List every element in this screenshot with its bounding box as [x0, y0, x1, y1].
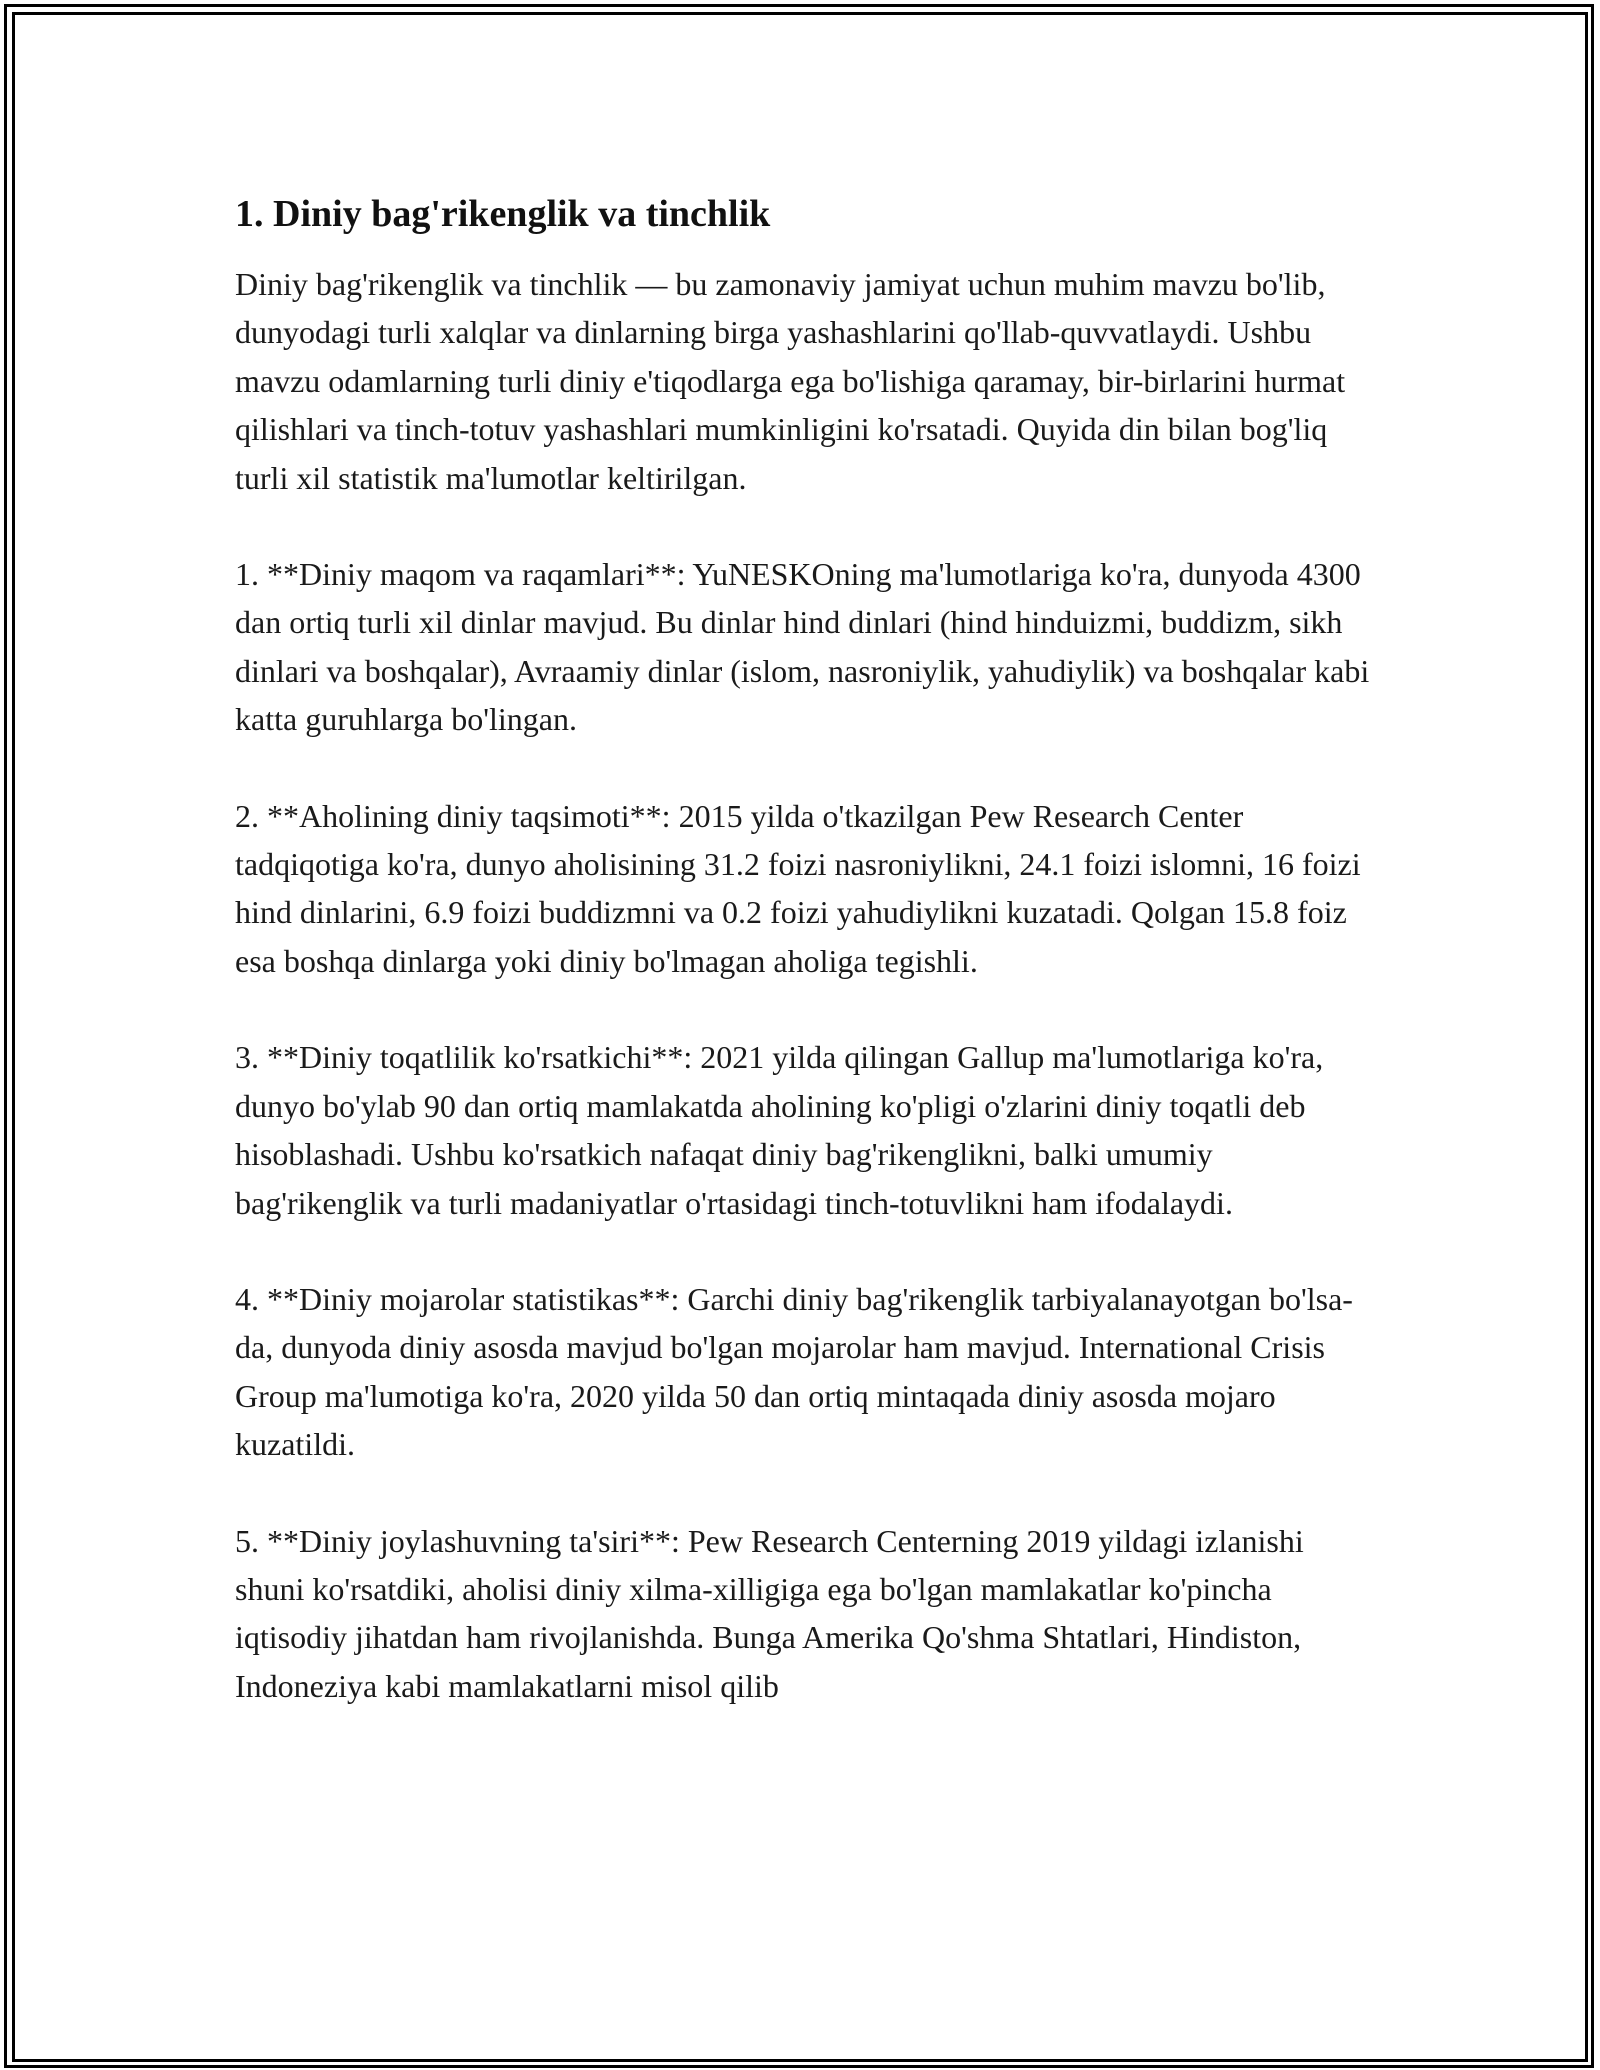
list-item-3-paragraph: 3. **Diniy toqatlilik ko'rsatkichi**: 2021 yilda qilingan Gallup ma'lumotlariga ko'ra, dunyo bo'ylab 90 dan ortiq mamlakatda aholining ko'pligi o'zlarini diniy toqatli deb hisoblashadi. Ushbu ko'rsatkich nafaqat diniy bag'rikenglikni, balki umumiy bag'rikenglik va turli madaniyatlar o'rtasidagi tinch-totuvlikni ham ifodalaydi. [235, 1039, 1324, 1221]
list-item-1-paragraph: 1. **Diniy maqom va raqamlari**: YuNESKOning ma'lumotlariga ko'ra, dunyoda 4300 dan ortiq turli xil dinlar mavjud. Bu dinlar hind dinlari (hind hinduizmi, buddizm, sikh dinlari va boshqalar), Avraamiy dinlar (islom, nasroniylik, yahudiylik) va boshqalar kabi katta guruhlarga bo'lingan. [235, 556, 1370, 738]
section-heading: 1. Diniy bag'rikenglik va tinchlik [235, 193, 771, 235]
document-body [235, 190, 1375, 1758]
list-item-5-paragraph: 5. **Diniy joylashuvning ta'siri**: Pew Research Centerning 2019 yildagi izlanishi shuni ko'rsatdiki, aholisi diniy xilma-xilligiga ega bo'lgan mamlakatlar ko'pincha iqtisodiy jihatdan ham rivojlanishda. Bunga Amerika Qo'shma Shtatlari, Hindiston, Indoneziya kabi mamlakatlarni misol qilib [235, 1522, 1304, 1704]
list-item-2-paragraph: 2. **Aholining diniy taqsimoti**: 2015 yilda o'tkazilgan Pew Research Center tadqiqotiga ko'ra, dunyo aholisining 31.2 foizi nasroniylikni, 24.1 foizi islomni, 16 foizi hind dinlarini, 6.9 foizi buddizmni va 0.2 foizi yahudiylikni kuzatadi. Qolgan 15.8 foiz esa boshqa dinlarga yoki diniy bo'lmagan aholiga tegishli. [235, 797, 1361, 979]
list-item-4-paragraph: 4. **Diniy mojarolar statistikas**: Garchi diniy bag'rikenglik tarbiyalanayotgan bo'lsa-da, dunyoda diniy asosda mavjud bo'lgan mojarolar ham mavjud. International Crisis Group ma'lumotiga ko'ra, 2020 yilda 50 dan ortiq mintaqada diniy asosda mojaro kuzatildi. [235, 1280, 1353, 1463]
intro-paragraph: Diniy bag'rikenglik va tinchlik — bu zamonaviy jamiyat uchun muhim mavzu bo'lib, dunyodagi turli xalqlar va dinlarning birga yashashlarini qo'llab-quvvatlaydi. Ushbu mavzu odamlarning turli diniy e'tiqodlarga ega bo'lishiga qaramay, bir-birlarini hurmat qilishlari va tinch-totuv yashashlari mumkinligini ko'rsatadi. Quyida din bilan bog'liq turli xil statistik ma'lumotlar keltirilgan. [235, 266, 1346, 496]
